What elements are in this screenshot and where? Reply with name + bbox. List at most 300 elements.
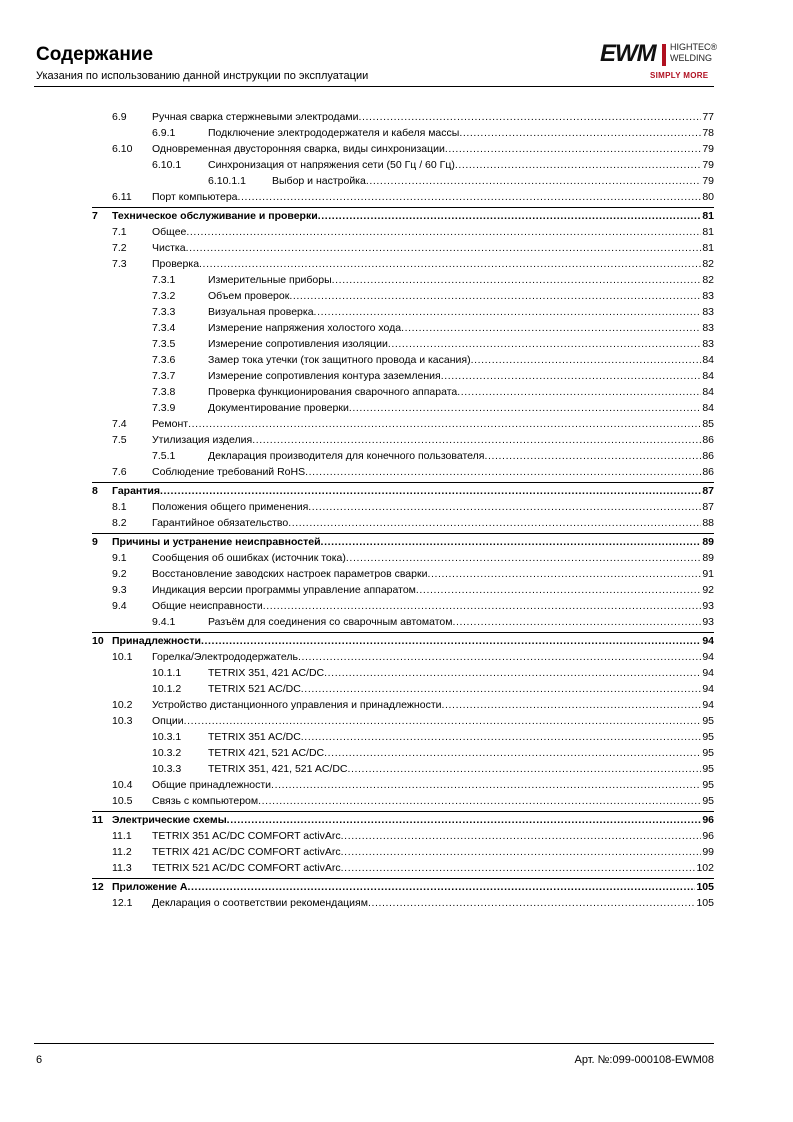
toc-entry-page: 93 bbox=[702, 600, 714, 612]
toc-entry-page: 77 bbox=[702, 111, 714, 123]
toc-entry-leader bbox=[152, 433, 714, 448]
toc-entry-title: Документирование проверки bbox=[208, 402, 349, 414]
toc-entry-leader bbox=[112, 634, 714, 649]
toc-entry[interactable] bbox=[0, 241, 793, 256]
toc-entry[interactable] bbox=[0, 289, 793, 304]
toc-entry-page: 94 bbox=[702, 667, 714, 679]
toc-entry-leader bbox=[152, 567, 714, 582]
toc-entry-number: 7.3.6 bbox=[152, 354, 176, 366]
toc-entry-number: 6.10.1 bbox=[152, 159, 182, 171]
toc-entry-title: Визуальная проверка bbox=[208, 306, 314, 318]
toc-entry-title: Электрические схемы bbox=[112, 814, 227, 826]
toc-entry[interactable] bbox=[0, 353, 793, 368]
toc-entry-number: 7.3.7 bbox=[152, 370, 176, 382]
toc-entry-page: 81 bbox=[702, 226, 714, 238]
toc-entry-number: 7.3.5 bbox=[152, 338, 176, 350]
toc-entry[interactable] bbox=[0, 845, 793, 860]
toc-entry[interactable] bbox=[0, 257, 793, 272]
footer-divider bbox=[34, 1043, 714, 1044]
toc-entry-page: 92 bbox=[702, 584, 714, 596]
dot-leader bbox=[442, 698, 715, 713]
dot-leader bbox=[271, 778, 714, 793]
toc-entry[interactable] bbox=[0, 401, 793, 416]
dot-leader bbox=[238, 190, 714, 205]
page-number: 6 bbox=[36, 1054, 43, 1066]
chapter-separator bbox=[92, 878, 714, 879]
toc-entry-number: 7.3 bbox=[112, 258, 127, 270]
toc-entry-number: 6.9.1 bbox=[152, 127, 176, 139]
toc-entry-leader bbox=[208, 337, 714, 352]
toc-entry-title: Одновременная двусторонняя сварка, виды синхронизации bbox=[152, 143, 445, 155]
toc-entry-title: TETRIX 421 AC/DC COMFORT activArc bbox=[152, 846, 341, 858]
toc-entry-leader bbox=[152, 465, 714, 480]
toc-entry-leader bbox=[208, 401, 714, 416]
toc-entry-title: TETRIX 351, 421 AC/DC bbox=[208, 667, 325, 679]
toc-entry-number: 11.1 bbox=[112, 830, 132, 842]
dot-leader bbox=[471, 353, 714, 368]
toc-entry[interactable] bbox=[0, 896, 793, 911]
toc-entry-page: 93 bbox=[702, 616, 714, 628]
toc-entry-title: Измерение напряжения холостого хода bbox=[208, 322, 402, 334]
header-divider bbox=[34, 86, 714, 87]
toc-entry-leader bbox=[208, 449, 714, 464]
toc-entry-title: Измерительные приборы bbox=[208, 274, 332, 286]
toc-entry-title: Горелка/Электрододержатель bbox=[152, 651, 298, 663]
toc-entry-number: 10.4 bbox=[112, 779, 133, 791]
toc-entry[interactable] bbox=[0, 746, 793, 761]
dot-leader bbox=[298, 650, 714, 665]
dot-leader bbox=[201, 634, 714, 649]
toc-entry[interactable] bbox=[0, 650, 793, 665]
dot-leader bbox=[332, 273, 714, 288]
toc-entry-leader bbox=[208, 305, 714, 320]
toc-entry-leader bbox=[112, 484, 714, 499]
toc-entry[interactable] bbox=[0, 190, 793, 205]
toc-entry-page: 81 bbox=[702, 242, 714, 254]
dot-leader bbox=[227, 813, 714, 828]
toc-entry[interactable] bbox=[0, 813, 793, 828]
toc-entry-leader bbox=[208, 666, 714, 681]
toc-entry-number: 8.2 bbox=[112, 517, 127, 529]
toc-entry-title: Чистка bbox=[152, 242, 186, 254]
toc-entry[interactable] bbox=[0, 110, 793, 125]
toc-entry-number: 9.1 bbox=[112, 552, 127, 564]
toc-entry-leader bbox=[152, 714, 714, 729]
toc-entry-page: 86 bbox=[702, 466, 714, 478]
toc-entry-page: 95 bbox=[702, 731, 714, 743]
toc-entry-page: 89 bbox=[702, 536, 714, 548]
toc-entry-title: Восстановление заводских настроек параметров сварки bbox=[152, 568, 428, 580]
toc-entry[interactable] bbox=[0, 567, 793, 582]
dot-leader bbox=[308, 500, 714, 515]
toc-entry-title: Объем проверок bbox=[208, 290, 290, 302]
toc-entry-page: 87 bbox=[702, 485, 714, 497]
toc-entry-page: 96 bbox=[702, 814, 714, 826]
toc-entry-leader bbox=[152, 861, 714, 876]
chapter-separator bbox=[92, 632, 714, 633]
toc-entry-title: TETRIX 521 AC/DC bbox=[208, 683, 301, 695]
toc-entry-title: Подключение электрододержателя и кабеля массы bbox=[208, 127, 460, 139]
dot-leader bbox=[188, 880, 714, 895]
chapter-separator bbox=[92, 207, 714, 208]
toc-entry-title: Порт компьютера bbox=[152, 191, 238, 203]
toc-entry-number: 7.3.3 bbox=[152, 306, 176, 318]
toc-entry-title: Связь с компьютером bbox=[152, 795, 259, 807]
toc-entry-leader bbox=[152, 190, 714, 205]
dot-leader bbox=[289, 289, 714, 304]
toc-entry-number: 6.9 bbox=[112, 111, 127, 123]
toc-entry-page: 83 bbox=[702, 322, 714, 334]
toc-entry-number: 10.1.2 bbox=[152, 683, 182, 695]
toc-entry[interactable] bbox=[0, 273, 793, 288]
toc-entry-page: 87 bbox=[702, 501, 714, 513]
toc-entry-title: Положения общего применения bbox=[152, 501, 309, 513]
toc-entry-title: Общее bbox=[152, 226, 187, 238]
toc-entry[interactable] bbox=[0, 794, 793, 809]
toc-entry-leader bbox=[152, 829, 714, 844]
toc-entry-title: Соблюдение требований RoHS bbox=[152, 466, 306, 478]
page-subtitle: Указания по использованию данной инструкции по эксплуатации bbox=[36, 70, 369, 82]
toc-entry-number: 9.3 bbox=[112, 584, 127, 596]
toc-entry-page: 84 bbox=[702, 386, 714, 398]
toc-entry-leader bbox=[208, 615, 714, 630]
toc-entry-title: Выбор и настройка bbox=[272, 175, 366, 187]
toc-entry-number: 10.3 bbox=[112, 715, 133, 727]
toc-entry-leader bbox=[112, 209, 714, 224]
toc-entry-leader bbox=[272, 174, 714, 189]
toc-entry[interactable] bbox=[0, 158, 793, 173]
dot-leader bbox=[324, 666, 714, 681]
dot-leader bbox=[388, 337, 714, 352]
toc-entry-number: 11 bbox=[92, 814, 104, 826]
toc-entry-number: 10.1 bbox=[112, 651, 133, 663]
toc-entry-title: Декларация о соответствии рекомендациям bbox=[152, 897, 368, 909]
toc-entry[interactable] bbox=[0, 433, 793, 448]
toc-entry-page: 95 bbox=[702, 747, 714, 759]
toc-entry-number: 9.2 bbox=[112, 568, 127, 580]
toc-entry[interactable] bbox=[0, 484, 793, 499]
toc-entry-number: 8.1 bbox=[112, 501, 127, 513]
toc-entry-number: 7.5 bbox=[112, 434, 127, 446]
dot-leader bbox=[160, 484, 714, 499]
chapter-separator bbox=[92, 533, 714, 534]
toc-entry[interactable] bbox=[0, 714, 793, 729]
toc-entry[interactable] bbox=[0, 762, 793, 777]
logo-tagline: SIMPLY MORE bbox=[650, 71, 709, 80]
toc-entry-title: Проверка bbox=[152, 258, 200, 270]
toc-entry-leader bbox=[152, 698, 714, 713]
toc-entry-page: 84 bbox=[702, 354, 714, 366]
toc-entry-page: 85 bbox=[702, 418, 714, 430]
dot-leader bbox=[452, 615, 714, 630]
dot-leader bbox=[484, 449, 714, 464]
toc-entry-leader bbox=[152, 142, 714, 157]
toc-entry-page: 83 bbox=[702, 290, 714, 302]
dot-leader bbox=[184, 714, 714, 729]
toc-entry-title: Устройство дистанционного управления и принадлежности bbox=[152, 699, 442, 711]
toc-entry-page: 94 bbox=[702, 699, 714, 711]
toc-entry-leader bbox=[152, 583, 714, 598]
toc-entry-page: 105 bbox=[696, 897, 714, 909]
dot-leader bbox=[305, 465, 714, 480]
dot-leader bbox=[288, 516, 714, 531]
toc-entry-title: TETRIX 351 AC/DC bbox=[208, 731, 301, 743]
toc-entry-title: Утилизация изделия bbox=[152, 434, 253, 446]
toc-entry-number: 10.3.2 bbox=[152, 747, 182, 759]
toc-entry-page: 86 bbox=[702, 450, 714, 462]
dot-leader bbox=[457, 385, 714, 400]
toc-entry-number: 6.10 bbox=[112, 143, 133, 155]
toc-entry-leader bbox=[152, 110, 714, 125]
toc-entry-leader bbox=[208, 762, 714, 777]
toc-entry[interactable] bbox=[0, 449, 793, 464]
toc-entry-number: 11.2 bbox=[112, 846, 132, 858]
toc-entry-title: Причины и устранение неисправностей bbox=[112, 536, 321, 548]
toc-entry-leader bbox=[152, 551, 714, 566]
chapter-separator bbox=[92, 482, 714, 483]
toc-entry-number: 10.3.3 bbox=[152, 763, 182, 775]
dot-leader bbox=[301, 682, 714, 697]
toc-entry-title: TETRIX 351, 421, 521 AC/DC bbox=[208, 763, 348, 775]
dot-leader bbox=[199, 257, 714, 272]
toc-entry[interactable] bbox=[0, 369, 793, 384]
toc-entry-page: 83 bbox=[702, 306, 714, 318]
dot-leader bbox=[186, 225, 714, 240]
toc-entry-title: Приложение A bbox=[112, 881, 188, 893]
toc-entry[interactable] bbox=[0, 730, 793, 745]
toc-entry-leader bbox=[208, 746, 714, 761]
toc-entry-leader bbox=[152, 257, 714, 272]
toc-entry[interactable] bbox=[0, 321, 793, 336]
toc-entry[interactable] bbox=[0, 535, 793, 550]
toc-entry[interactable] bbox=[0, 829, 793, 844]
toc-entry[interactable] bbox=[0, 500, 793, 515]
chapter-separator bbox=[92, 811, 714, 812]
toc-entry-page: 80 bbox=[702, 191, 714, 203]
dot-leader bbox=[341, 861, 714, 876]
toc-entry-title: Опции bbox=[152, 715, 184, 727]
toc-entry-page: 99 bbox=[702, 846, 714, 858]
toc-entry-leader bbox=[112, 535, 714, 550]
toc-entry-number: 7.2 bbox=[112, 242, 127, 254]
toc-entry-title: Гарантийное обязательство bbox=[152, 517, 289, 529]
toc-entry[interactable] bbox=[0, 209, 793, 224]
dot-leader bbox=[441, 369, 714, 384]
toc-entry-page: 79 bbox=[702, 143, 714, 155]
toc-entry-leader bbox=[208, 273, 714, 288]
toc-entry-number: 7.4 bbox=[112, 418, 127, 430]
toc-entry-title: Техническое обслуживание и проверки bbox=[112, 210, 318, 222]
article-number: Арт. №:099-000108-EWM08 bbox=[574, 1054, 714, 1066]
toc-entry-title: Декларация производителя для конечного пользователя bbox=[208, 450, 485, 462]
toc-entry-number: 12 bbox=[92, 881, 104, 893]
toc-entry-title: Индикация версии программы управление аппаратом bbox=[152, 584, 416, 596]
toc-entry-title: TETRIX 521 AC/DC COMFORT activArc bbox=[152, 862, 341, 874]
toc-entry[interactable] bbox=[0, 599, 793, 614]
toc-entry-number: 6.10.1.1 bbox=[208, 175, 246, 187]
dot-leader bbox=[318, 209, 714, 224]
ewm-logo bbox=[600, 40, 718, 84]
toc-entry-number: 7.3.8 bbox=[152, 386, 176, 398]
toc-entry[interactable] bbox=[0, 583, 793, 598]
toc-entry-leader bbox=[152, 845, 714, 860]
dot-leader bbox=[341, 829, 714, 844]
toc-entry-leader bbox=[208, 353, 714, 368]
toc-entry-page: 91 bbox=[702, 568, 714, 580]
toc-entry[interactable] bbox=[0, 861, 793, 876]
toc-entry-title: TETRIX 351 AC/DC COMFORT activArc bbox=[152, 830, 341, 842]
toc-entry-page: 88 bbox=[702, 517, 714, 529]
toc-entry-leader bbox=[152, 225, 714, 240]
toc-entry-number: 11.3 bbox=[112, 862, 132, 874]
toc-entry-page: 96 bbox=[702, 830, 714, 842]
toc-entry-page: 78 bbox=[702, 127, 714, 139]
toc-entry[interactable] bbox=[0, 465, 793, 480]
dot-leader bbox=[349, 401, 714, 416]
toc-entry-number: 7.3.1 bbox=[152, 274, 176, 286]
toc-entry[interactable] bbox=[0, 666, 793, 681]
toc-entry[interactable] bbox=[0, 615, 793, 630]
toc-entry[interactable] bbox=[0, 682, 793, 697]
dot-leader bbox=[416, 583, 714, 598]
toc-entry-number: 7.5.1 bbox=[152, 450, 176, 462]
toc-entry-title: Ремонт bbox=[152, 418, 189, 430]
toc-entry-number: 9 bbox=[92, 536, 98, 548]
dot-leader bbox=[347, 762, 714, 777]
page-title: Содержание bbox=[36, 44, 154, 65]
dot-leader bbox=[258, 794, 714, 809]
toc-entry-leader bbox=[152, 241, 714, 256]
toc-entry-page: 81 bbox=[702, 210, 714, 222]
dot-leader bbox=[368, 896, 714, 911]
toc-entry-title: Синхронизация от напряжения сети (50 Гц / 60 Гц) bbox=[208, 159, 455, 171]
toc-entry-number: 7.3.9 bbox=[152, 402, 176, 414]
dot-leader bbox=[455, 158, 714, 173]
toc-entry[interactable] bbox=[0, 305, 793, 320]
toc-entry-number: 7 bbox=[92, 210, 98, 222]
logo-brand: EWM bbox=[600, 40, 656, 67]
toc-entry-leader bbox=[152, 500, 714, 515]
toc-entry[interactable] bbox=[0, 778, 793, 793]
toc-entry-leader bbox=[112, 880, 714, 895]
toc-entry-title: Замер тока утечки (ток защитного провода и касания) bbox=[208, 354, 471, 366]
toc-entry[interactable] bbox=[0, 126, 793, 141]
dot-leader bbox=[459, 126, 714, 141]
toc-entry-title: Измерение сопротивления изоляции bbox=[208, 338, 388, 350]
dot-leader bbox=[188, 417, 714, 432]
logo-bar-icon bbox=[662, 44, 666, 66]
toc-entry[interactable] bbox=[0, 385, 793, 400]
toc-entry-number: 10.5 bbox=[112, 795, 133, 807]
toc-entry[interactable] bbox=[0, 174, 793, 189]
toc-entry-page: 94 bbox=[702, 635, 714, 647]
dot-leader bbox=[341, 845, 714, 860]
toc-entry[interactable] bbox=[0, 337, 793, 352]
toc-entry-page: 84 bbox=[702, 402, 714, 414]
toc-entry[interactable] bbox=[0, 225, 793, 240]
toc-entry-page: 95 bbox=[702, 795, 714, 807]
toc-entry-leader bbox=[152, 599, 714, 614]
toc-entry-number: 9.4 bbox=[112, 600, 127, 612]
toc-entry-page: 86 bbox=[702, 434, 714, 446]
toc-entry-leader bbox=[152, 896, 714, 911]
toc-entry-number: 8 bbox=[92, 485, 98, 497]
dot-leader bbox=[324, 746, 714, 761]
toc-entry-leader bbox=[208, 385, 714, 400]
dot-leader bbox=[358, 110, 714, 125]
toc-entry-leader bbox=[152, 794, 714, 809]
dot-leader bbox=[314, 305, 714, 320]
toc-entry-title: Гарантия bbox=[112, 485, 160, 497]
toc-entry-page: 83 bbox=[702, 338, 714, 350]
dot-leader bbox=[252, 433, 714, 448]
dot-leader bbox=[427, 567, 714, 582]
toc-entry[interactable] bbox=[0, 516, 793, 531]
toc-entry[interactable] bbox=[0, 634, 793, 649]
toc-entry-page: 95 bbox=[702, 715, 714, 727]
toc-entry-title: Общие неисправности bbox=[152, 600, 263, 612]
toc-entry-page: 95 bbox=[702, 763, 714, 775]
toc-entry-leader bbox=[208, 682, 714, 697]
toc-entry-title: Разъём для соединения со сварочным автоматом bbox=[208, 616, 453, 628]
toc-entry-page: 105 bbox=[696, 881, 714, 893]
toc-entry-number: 7.3.4 bbox=[152, 322, 176, 334]
toc-entry-leader bbox=[208, 126, 714, 141]
toc-entry-leader bbox=[208, 730, 714, 745]
dot-leader bbox=[186, 241, 714, 256]
toc-entry-leader bbox=[152, 516, 714, 531]
dot-leader bbox=[263, 599, 714, 614]
toc-entry-number: 7.6 bbox=[112, 466, 127, 478]
toc-entry-leader bbox=[208, 289, 714, 304]
toc-entry-page: 82 bbox=[702, 274, 714, 286]
toc-entry-title: Общие принадлежности bbox=[152, 779, 272, 791]
toc-entry-number: 10.3.1 bbox=[152, 731, 182, 743]
toc-entry-page: 94 bbox=[702, 651, 714, 663]
dot-leader bbox=[445, 142, 714, 157]
toc-entry[interactable] bbox=[0, 417, 793, 432]
toc-entry-number: 12.1 bbox=[112, 897, 133, 909]
toc-entry-title: Сообщения об ошибках (источник тока) bbox=[152, 552, 346, 564]
toc-entry-number: 7.1 bbox=[112, 226, 127, 238]
dot-leader bbox=[366, 174, 714, 189]
dot-leader bbox=[321, 535, 714, 550]
toc-entry-number: 10 bbox=[92, 635, 104, 647]
toc-entry-title: Проверка функционирования сварочного аппарата bbox=[208, 386, 458, 398]
toc-entry[interactable] bbox=[0, 142, 793, 157]
dot-leader bbox=[301, 730, 714, 745]
toc-entry-number: 6.11 bbox=[112, 191, 132, 203]
toc-entry-page: 79 bbox=[702, 175, 714, 187]
toc-entry-title: TETRIX 421, 521 AC/DC bbox=[208, 747, 325, 759]
dot-leader bbox=[346, 551, 714, 566]
logo-line2: WELDING bbox=[670, 53, 713, 63]
toc-entry-number: 10.1.1 bbox=[152, 667, 182, 679]
toc-entry-number: 7.3.2 bbox=[152, 290, 176, 302]
toc-entry[interactable] bbox=[0, 551, 793, 566]
toc-entry-page: 84 bbox=[702, 370, 714, 382]
toc-entry-page: 89 bbox=[702, 552, 714, 564]
toc-entry-page: 94 bbox=[702, 683, 714, 695]
toc-entry-leader bbox=[152, 778, 714, 793]
toc-entry-leader bbox=[152, 417, 714, 432]
toc-entry[interactable] bbox=[0, 880, 793, 895]
toc-entry-title: Измерение сопротивления контура заземления bbox=[208, 370, 441, 382]
toc-entry[interactable] bbox=[0, 698, 793, 713]
toc-entry-leader bbox=[208, 369, 714, 384]
toc-entry-page: 79 bbox=[702, 159, 714, 171]
toc-entry-number: 10.2 bbox=[112, 699, 133, 711]
